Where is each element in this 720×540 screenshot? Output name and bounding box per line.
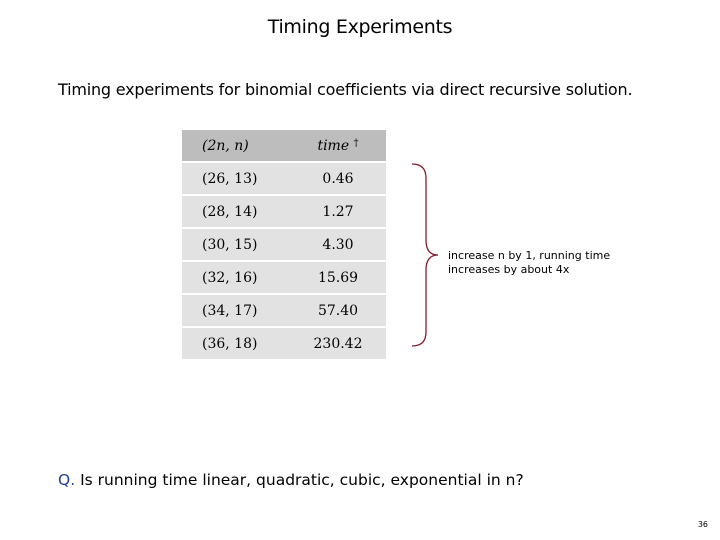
question: [58, 471, 524, 489]
cell-n: (32, 16): [182, 261, 290, 294]
growth-note: [448, 249, 610, 277]
cell-n: (30, 15): [182, 228, 290, 261]
timing-table: [182, 130, 386, 361]
header-n-label: (2n, n): [202, 137, 249, 154]
page-number: 36: [697, 520, 708, 529]
cell-time: 57.40: [290, 294, 386, 327]
table-row: [182, 261, 386, 294]
table-row: [182, 228, 386, 261]
question-label: Q.: [58, 471, 76, 489]
header-time: [290, 130, 386, 162]
table-row: [182, 294, 386, 327]
question-text: Is running time linear, quadratic, cubic, exponential in n?: [80, 471, 524, 489]
cell-n: (28, 14): [182, 195, 290, 228]
table-header-row: [182, 130, 386, 162]
cell-time: 1.27: [290, 195, 386, 228]
table-row: [182, 195, 386, 228]
cell-time: 4.30: [290, 228, 386, 261]
slide-title: Timing Experiments: [267, 16, 453, 38]
cell-n: (26, 13): [182, 162, 290, 195]
dagger-mark: †: [353, 137, 359, 149]
growth-note-line1: increase n by 1, running time: [448, 249, 611, 262]
cell-time: 230.42: [290, 327, 386, 360]
cell-n: (34, 17): [182, 294, 290, 327]
table-row: [182, 327, 386, 360]
cell-n: (36, 18): [182, 327, 290, 360]
subtitle: Timing experiments for binomial coefficients via direct recursive solution.: [58, 80, 633, 99]
cell-time: 15.69: [290, 261, 386, 294]
brace-path: [412, 164, 438, 346]
header-n: [182, 130, 290, 162]
growth-note-line2: increases by about 4x: [448, 263, 570, 276]
header-time-label: time: [317, 137, 350, 154]
table-row: [182, 162, 386, 195]
cell-time: 0.46: [290, 162, 386, 195]
curly-brace-icon: [410, 162, 440, 348]
